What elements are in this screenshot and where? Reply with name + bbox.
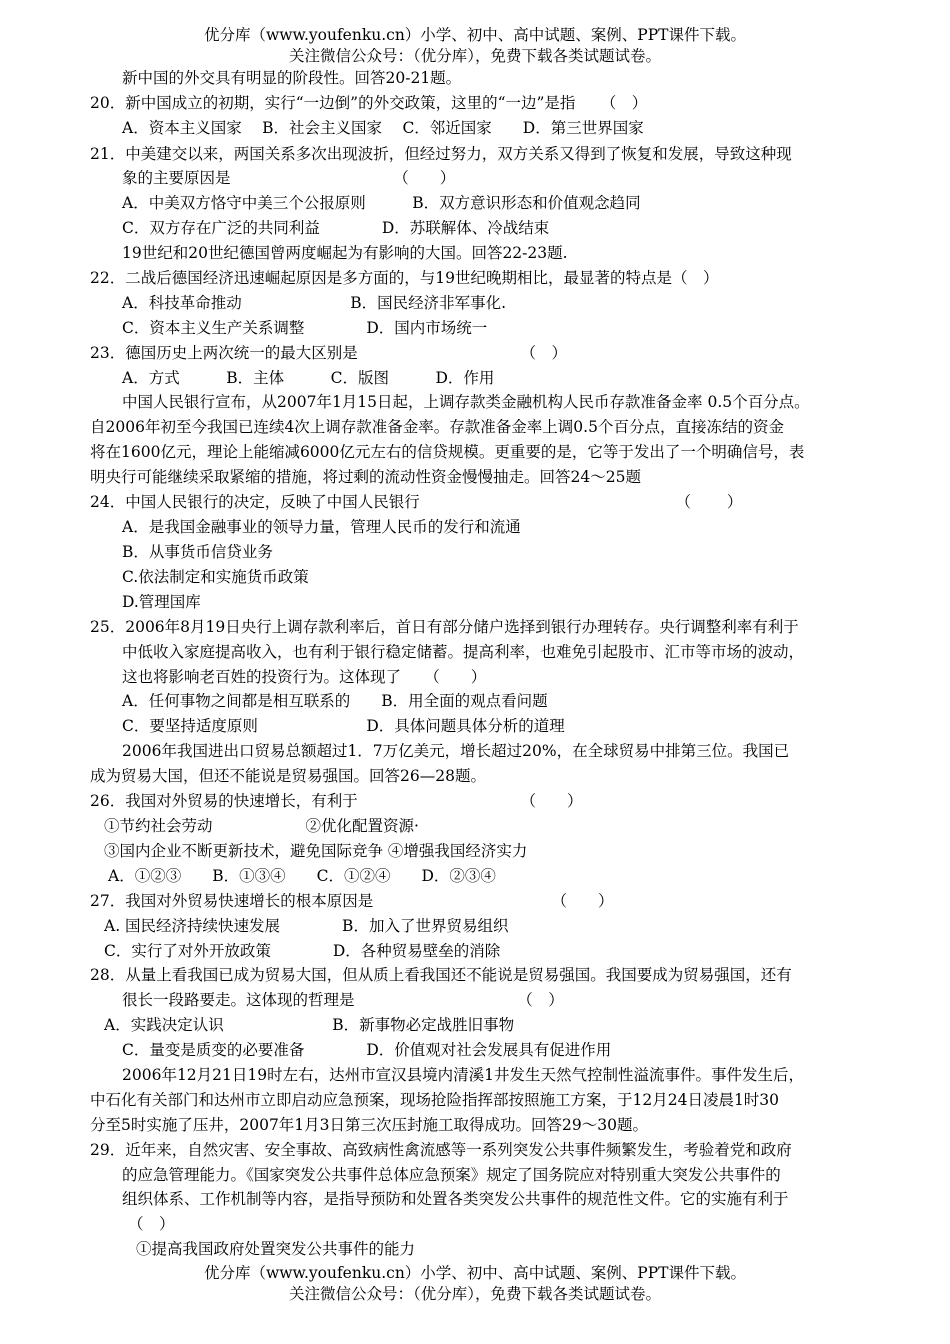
question-28-options-cd: C．量变是质变的必要准备 D．价值观对社会发展具有促进作用 <box>122 1041 612 1059</box>
question-28-options-ab: A．实践决定认识 B．新事物必定战胜旧事物 <box>104 1016 515 1034</box>
question-28-line-2: 很长一段路要走。这体现的哲理是 （ ） <box>122 991 564 1009</box>
question-26-options: A．①②③ B．①③④ C．①②④ D．②③④ <box>108 867 496 885</box>
question-29-line-3: 组织体系、工作机制等内容，是指导预防和处置各类突发公共事件的规范性文件。它的实施有利于 <box>122 1190 789 1208</box>
question-22-options-ab: A．科技革命推动 B．国民经济非军事化. <box>122 294 507 312</box>
passage-26-line-2: 成为贸易大国，但还不能说是贸易强国。回答26—28题。 <box>90 767 486 785</box>
question-21-options-ab: A．中美双方恪守中美三个公报原则 B．双方意识形态和价值观念趋同 <box>122 194 641 212</box>
question-23: 23．德国历史上两次统一的最大区别是 （ ） <box>90 344 567 362</box>
question-25-options-cd: C．要坚持适度原则 D．具体问题具体分析的道理 <box>122 717 565 735</box>
question-28-line-1: 28．从量上看我国已成为贸易大国，但从质上看我国还不能说是贸易强国。我国要成为贸易强国，还有 <box>90 966 792 984</box>
question-24-option-c: C.依法制定和实施货币政策 <box>122 568 309 586</box>
question-25-line-1: 25．2006年8月19日央行上调存款利率后，首日有部分储户选择到银行办理转存。央行调整利率有利于 <box>90 618 799 636</box>
question-24: 24．中国人民银行的决定，反映了中国人民银行 （ ） <box>90 493 743 511</box>
question-27-options-cd: C．实行了对外开放政策 D．各种贸易壁垒的消除 <box>104 942 501 960</box>
question-29-line-2: 的应急管理能力。《国家突发公共事件总体应急预案》规定了国务院应对特别重大突发公共事件的 <box>122 1166 781 1184</box>
question-21-line-1: 21．中美建交以来，两国关系多次出现波折，但经过努力，双方关系又得到了恢复和发展，导致这种现 <box>90 145 792 163</box>
header-line-1: 优分库（www.youfenku.cn）小学、初中、高中试题、案例、PPT课件下载。 <box>203 26 747 44</box>
passage-24-line-4: 明央行可能继续采取紧缩的措施，将过剩的流动性资金慢慢抽走。回答24～25题 <box>90 468 641 486</box>
question-29-answer-bracket: （ ） <box>128 1215 175 1233</box>
question-24-option-b: B．从事货币信贷业务 <box>122 543 273 561</box>
question-25-line-2: 中低收入家庭提高收入，也有利于银行稳定储蓄。提高利率，也难免引起股市、汇市等市场的波动， <box>122 643 805 661</box>
question-29-line-1: 29．近年来，自然灾害、安全事故、高致病性禽流感等一系列突发公共事件频繁发生，考验着党和政府 <box>90 1141 792 1159</box>
question-21-options-cd: C．双方存在广泛的共同利益 D．苏联解体、冷战结束 <box>122 219 550 237</box>
footer-line-2: 关注微信公众号：（优分库），免费下载各类试题试卷。 <box>288 1285 661 1303</box>
passage-24-line-1: 中国人民银行宣布，从2007年1月15日起，上调存款类金融机构人民币存款准备金率 0.5个百分点。 <box>122 393 810 411</box>
question-20: 20．新中国成立的初期，实行“一边倒”的外交政策，这里的“一边”是指 （ ） <box>90 94 648 112</box>
question-24-option-a: A．是我国金融事业的领导力量，管理人民币的发行和流通 <box>122 518 521 536</box>
question-26: 26．我国对外贸易的快速增长，有利于 （ ） <box>90 792 583 810</box>
question-26-statements-1: ①节约社会劳动 ②优化配置资源· <box>104 817 419 835</box>
question-29-statement-1: ①提高我国政府处置突发公共事件的能力 <box>136 1240 416 1258</box>
question-21-line-2: 象的主要原因是 （ ） <box>122 169 456 187</box>
intro-22-23: 19世纪和20世纪德国曾两度崛起为有影响的大国。回答22-23题. <box>122 244 568 262</box>
question-25-options-ab: A．任何事物之间都是相互联系的 B．用全面的观点看问题 <box>122 692 548 710</box>
question-27-options-ab: A. 国民经济持续快速发展 B．加入了世界贸易组织 <box>104 917 509 935</box>
passage-29-line-1: 2006年12月21日19时左右，达州市宣汉县境内清溪1井发生天然气控制性溢流事件。事件发生后， <box>122 1066 804 1084</box>
passage-29-line-2: 中石化有关部门和达州市立即启动应急预案，现场抢险指挥部按照施工方案，于12月24日凌晨1时30 <box>90 1091 780 1109</box>
question-23-options: A．方式 B．主体 C．版图 D．作用 <box>122 369 495 387</box>
header-line-2: 关注微信公众号：（优分库），免费下载各类试题试卷。 <box>288 47 661 65</box>
footer-line-1: 优分库（www.youfenku.cn）小学、初中、高中试题、案例、PPT课件下载。 <box>203 1264 747 1282</box>
question-22-options-cd: C．资本主义生产关系调整 D．国内市场统一 <box>122 319 488 337</box>
passage-26-line-1: 2006年我国进出口贸易总额超过1．7万亿美元，增长超过20%，在全球贸易中排第三位。我国已 <box>122 742 790 760</box>
question-22: 22．二战后德国经济迅速崛起原因是多方面的，与19世纪晚期相比，最显著的特点是（ ） <box>90 269 719 287</box>
question-26-statements-2: ③国内企业不断更新技术，避免国际竞争 ④增强我国经济实力 <box>104 842 528 860</box>
question-27: 27．我国对外贸易快速增长的根本原因是 （ ） <box>90 892 614 910</box>
passage-24-line-3: 将在1600亿元，理论上能缩减6000亿元左右的信贷规模。更重要的是，它等于发出了一个明确信号，表 <box>90 443 805 461</box>
question-24-option-d: D.管理国库 <box>122 593 201 611</box>
passage-24-line-2: 自2006年初至今我国已连续4次上调存款准备金率。存款准备金率上调0.5个百分点，直接冻结的资金 <box>90 418 784 436</box>
question-20-options: A．资本主义国家 B．社会主义国家 C．邻近国家 D．第三世界国家 <box>122 119 644 137</box>
intro-20-21: 新中国的外交具有明显的阶段性。回答20-21题。 <box>122 69 462 87</box>
passage-29-line-3: 分至5时实施了压井，2007年1月3日第三次压封施工取得成功。回答29～30题。 <box>90 1116 648 1134</box>
question-25-line-3: 这也将影响老百姓的投资行为。这体现了 （ ） <box>122 668 487 686</box>
